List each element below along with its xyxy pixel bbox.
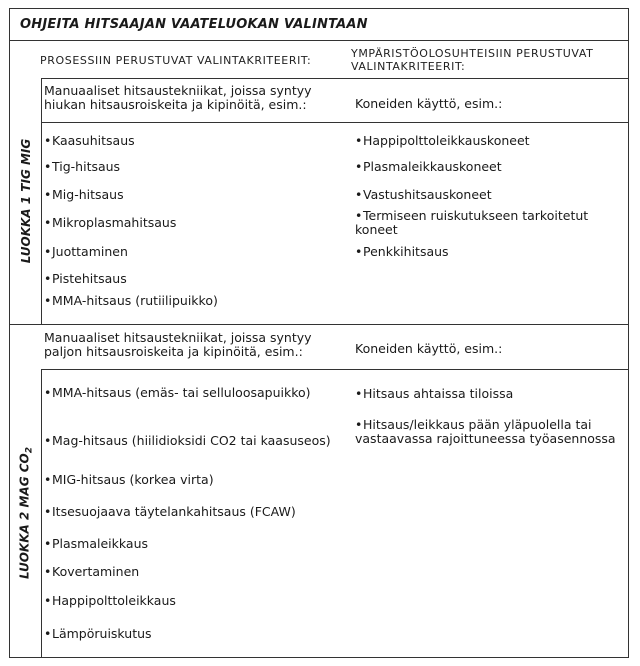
list-item: •MMA-hitsaus (emäs- tai selluloosapuikko) xyxy=(44,385,311,400)
list-item: •MMA-hitsaus (rutiilipuikko) xyxy=(44,293,218,308)
list-item: •Mag-hitsaus (hiilidioksidi CO2 tai kaasuseos) xyxy=(44,433,331,448)
class2-label: LUOKKA 2 MAG $CO_2$ xyxy=(16,446,35,580)
class2-right-intro: Koneiden käyttö, esim.: xyxy=(355,341,503,356)
list-item: •Hitsaus ahtaissa tiloissa xyxy=(355,386,514,401)
list-item: •Kovertaminen xyxy=(44,564,140,579)
list-item: •Itsesuojaava täytelankahitsaus (FCAW) xyxy=(44,504,296,519)
class1-side xyxy=(10,78,42,324)
list-item: •Pistehitsaus xyxy=(44,271,127,286)
list-item: •Kaasuhitsaus xyxy=(44,133,135,148)
list-item: •Tig-hitsaus xyxy=(44,159,121,174)
list-item: •Happipolttoleikkauskoneet xyxy=(355,133,530,148)
class1-label: LUOKKA 1 TIG MIG xyxy=(18,138,33,264)
list-item: •Hitsaus/leikkaus pään yläpuolella tai vastaavassa rajoittuneessa työasennossa xyxy=(355,417,616,446)
list-item: •Penkkihitsaus xyxy=(355,244,449,259)
list-item: •MIG-hitsaus (korkea virta) xyxy=(44,472,214,487)
class2-left-intro: Manuaaliset hitsaustekniikat, joissa syntyy paljon hitsausroiskeita ja kipinöitä, esim.: xyxy=(44,330,312,359)
list-item: •Mikroplasmahitsaus xyxy=(44,215,177,230)
divider xyxy=(42,122,628,123)
class1-left-intro: Manuaaliset hitsaustekniikat, joissa syntyy hiukan hitsausroiskeita ja kipinöitä, esim.: xyxy=(44,83,312,112)
table-frame xyxy=(9,8,629,658)
list-item: •Plasmaleikkaus xyxy=(44,536,149,551)
divider xyxy=(42,369,628,370)
class1-right-intro: Koneiden käyttö, esim.: xyxy=(355,96,503,111)
list-item: •Vastushitsauskoneet xyxy=(355,187,492,202)
list-item: •Termiseen ruiskutukseen tarkoitetut koneet xyxy=(355,208,589,237)
divider xyxy=(42,78,628,79)
list-item: •Juottaminen xyxy=(44,244,128,259)
class2-side xyxy=(10,369,42,657)
list-item: •Plasmaleikkauskoneet xyxy=(355,159,502,174)
table-title: OHJEITA HITSAAJAN VAATELUOKAN VALINTAAN xyxy=(10,9,628,41)
column-header-process: PROSESSIIN PERUSTUVAT VALINTAKRITEERIT: xyxy=(40,54,312,67)
list-item: •Mig-hitsaus xyxy=(44,187,124,202)
list-item: •Lämpöruiskutus xyxy=(44,626,152,641)
column-header-environment: YMPÄRISTÖOLOSUHTEISIIN PERUSTUVAT VALINTAKRITEERIT: xyxy=(351,47,594,73)
divider xyxy=(10,324,628,325)
list-item: •Happipolttoleikkaus xyxy=(44,593,176,608)
